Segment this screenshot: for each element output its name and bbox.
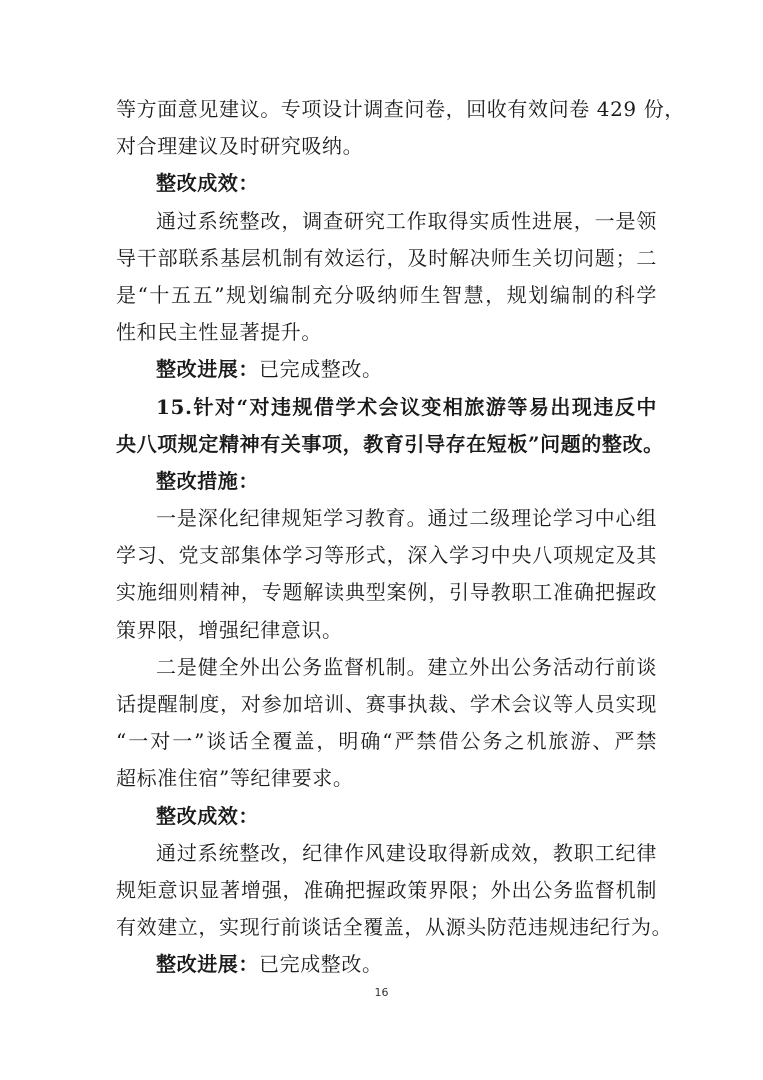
text-line xyxy=(116,946,657,983)
bold-text-line: 整改成效： xyxy=(156,803,259,828)
text-line: 有效建立，实现行前谈话全覆盖，从源头防范违规违纪行为。 xyxy=(116,915,673,940)
text-line: 二是健全外出公务监督机制。建立外出公务活动行前谈 xyxy=(156,654,657,679)
text-line: 超标准住宿”等纪律要求。 xyxy=(116,766,354,791)
body-text xyxy=(116,91,685,984)
text-line: 策界限，增强纪律意识。 xyxy=(116,617,343,642)
status-label: 整改进展： xyxy=(156,357,259,382)
status-label: 整改进展： xyxy=(156,952,259,977)
bold-text-line: 整改措施： xyxy=(156,468,259,493)
text-line: 等方面意见建议。专项设计调查问卷，回收有效问卷 429 份， xyxy=(116,97,685,121)
bold-text-line: 央八项规定精神有关事项，教育引导存在短板”问题的整改。 xyxy=(116,431,664,456)
bold-text-line: 15.针对“对违规借学术会议变相旅游等易出现违反中 xyxy=(156,394,657,419)
page-number: 16 xyxy=(374,986,389,999)
text-line: 实施细则精神，专题解读典型案例，引导教职工准确把握政 xyxy=(116,580,657,605)
text-line: 是“十五五”规划编制充分吸纳师生智慧，规划编制的科学 xyxy=(116,282,657,307)
text-line: 性和民主性显著提升。 xyxy=(116,320,322,345)
text-line: 学习、党支部集体学习等形式，深入学习中央八项规定及其 xyxy=(116,543,657,568)
status-value: 已完成整改。 xyxy=(259,952,383,977)
bold-text-line: 整改成效： xyxy=(156,171,259,196)
status-value: 已完成整改。 xyxy=(259,357,383,382)
text-line: 规矩意识显著增强，准确把握政策界限；外出公务监督机制 xyxy=(116,877,657,902)
text-line xyxy=(116,351,657,388)
text-line: 通过系统整改，调查研究工作取得实质性进展，一是领 xyxy=(156,208,657,233)
text-line: 导干部联系基层机制有效运行，及时解决师生关切问题；二 xyxy=(116,245,657,270)
text-line: 对合理建议及时研究吸纳。 xyxy=(116,134,364,159)
text-line: 通过系统整改，纪律作风建设取得新成效，教职工纪律 xyxy=(156,840,657,865)
text-line: “一对一”谈话全覆盖，明确“严禁借公务之机旅游、严禁 xyxy=(116,729,657,754)
text-line: 话提醒制度，对参加培训、赛事执裁、学术会议等人员实现 xyxy=(116,692,657,716)
text-line: 一是深化纪律规矩学习教育。通过二级理论学习中心组 xyxy=(156,506,657,531)
